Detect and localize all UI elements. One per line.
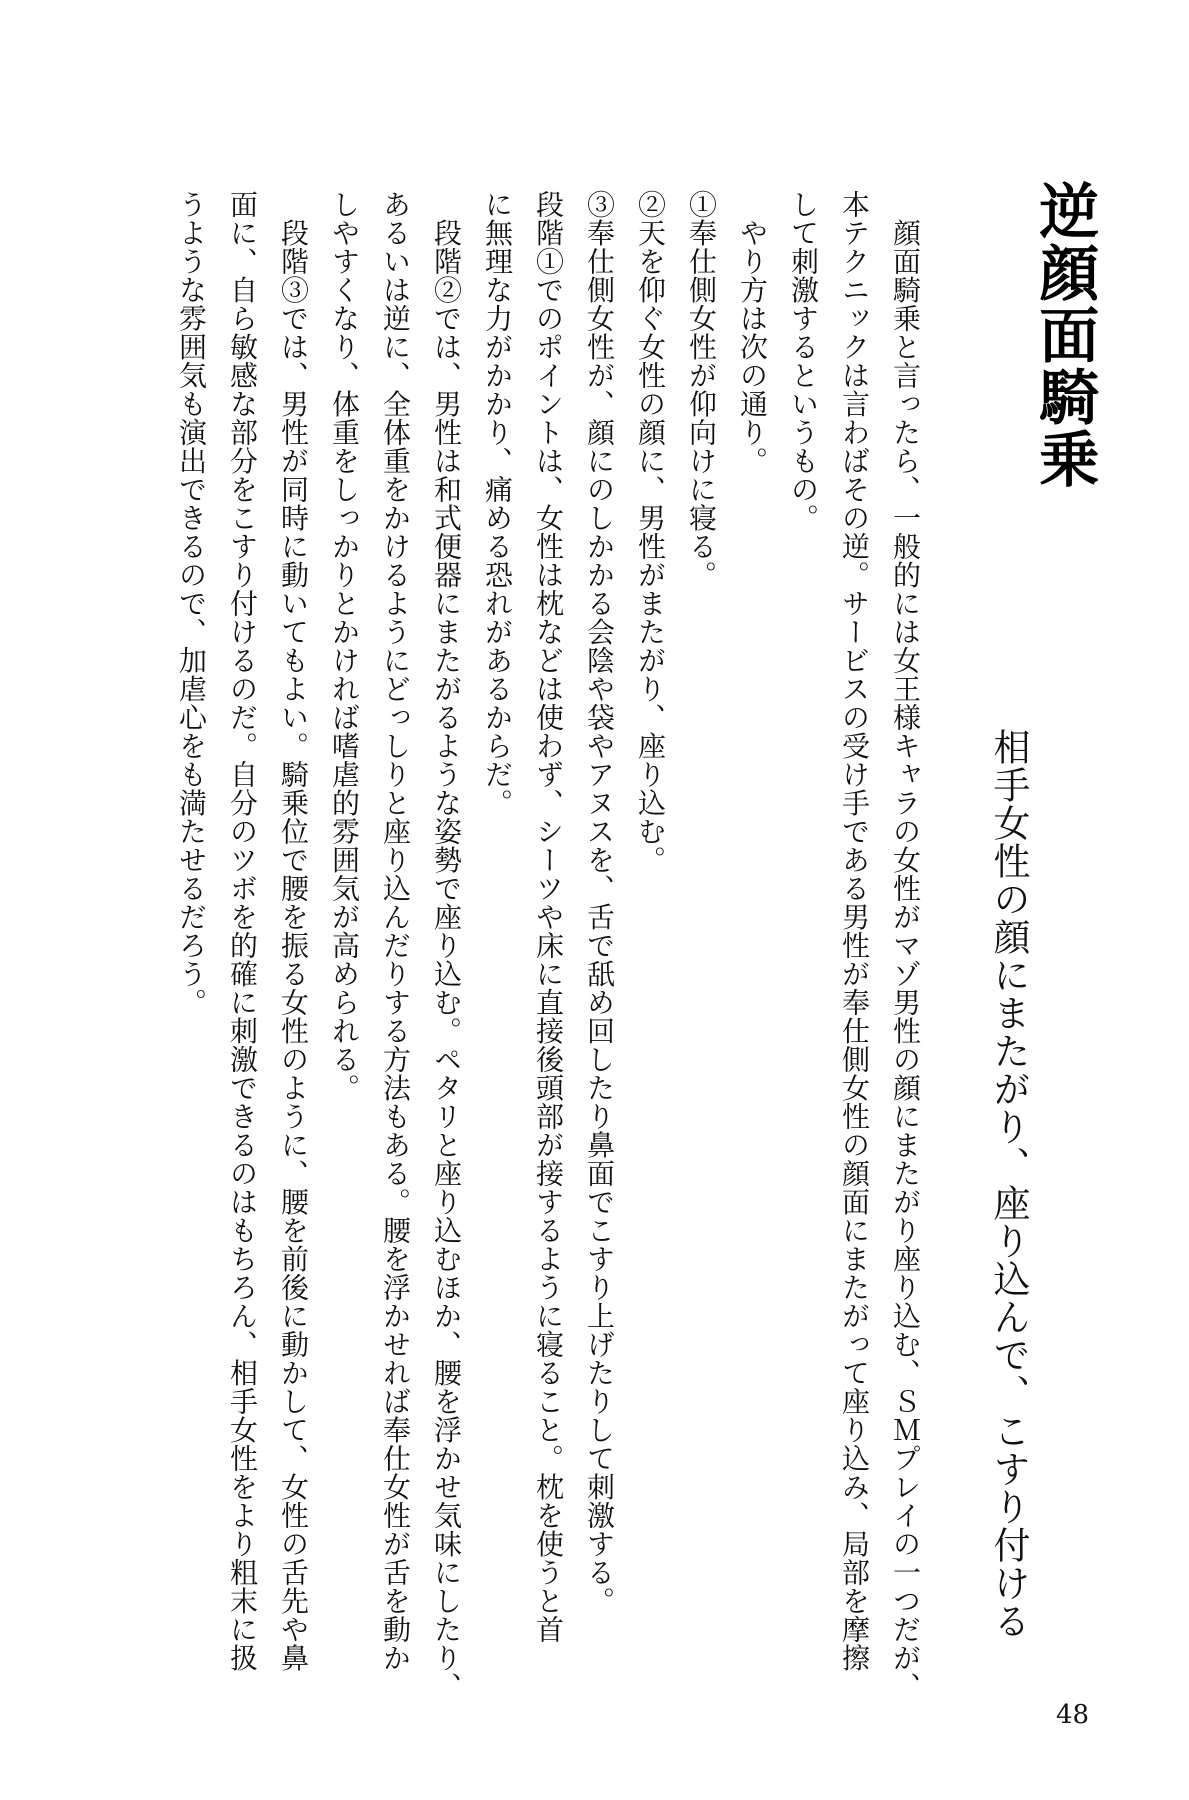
text-line: 段階①でのポイントは、女性は枕などは使わず、シーツや床に直接後頭部が接するように寝ること。枕を使うと首 [532, 190, 565, 1644]
text-line: あるいは逆に、全体重をかけるようにどっしりと座り込んだりする方法もある。腰を浮かせれば奉仕女性が舌を動か [379, 190, 412, 1672]
section-subtitle: 相手女性の顔にまたがり、座り込んで、こすり付ける [987, 728, 1030, 1640]
text-line: やり方は次の通り。 [736, 190, 769, 475]
text-line: して刺激するというもの。 [787, 190, 820, 532]
text-line: 段階③では、男性が同時に動いてもよい。騎乗位で腰を振る女性のように、腰を前後に動かして、女性の舌先や鼻 [277, 190, 310, 1672]
step-3: ③奉仕側女性が、顔にのしかかる会陰や袋やアヌスを、舌で舐め回したり鼻面でこすり上げたりして刺激する。 [583, 190, 616, 1615]
section-title: 逆顔面騎乗 [1029, 180, 1100, 490]
text-line: 本テクニックは言わばその逆。サービスの受け手である男性が奉仕側女性の顔面にまたがって座り込み、局部を摩擦 [838, 190, 871, 1672]
text-line: しやすくなり、体重をしっかりとかければ嗜虐的雰囲気が高められる。 [328, 190, 361, 1102]
text-line: うような雰囲気も演出できるので、加虐心をも満たせるだろう。 [175, 190, 208, 1017]
text-line: 面に、自ら敏感な部分をこすり付けるのだ。自分のツボを的確に刺激できるのはもちろん、相手女性をより粗末に扱 [226, 190, 259, 1672]
page-number: 48 [1056, 1700, 1090, 1730]
text-line: 顔面騎乗と言ったら、一般的には女王様キャラの女性がマゾ男性の顔にまたがり座り込む、ＳＭプレイの一つだが、 [889, 190, 922, 1701]
step-2: ②天を仰ぐ女性の顔に、男性がまたがり、座り込む。 [634, 190, 667, 874]
text-line: 段階②では、男性は和式便器にまたがるような姿勢で座り込む。ペタリと座り込むほか、腰を浮かせ気味にしたり、 [430, 190, 463, 1701]
body-text [166, 190, 931, 1710]
text-line: に無理な力がかかり、痛める恐れがあるからだ。 [481, 190, 514, 817]
step-1: ①奉仕側女性が仰向けに寝る。 [685, 190, 718, 589]
